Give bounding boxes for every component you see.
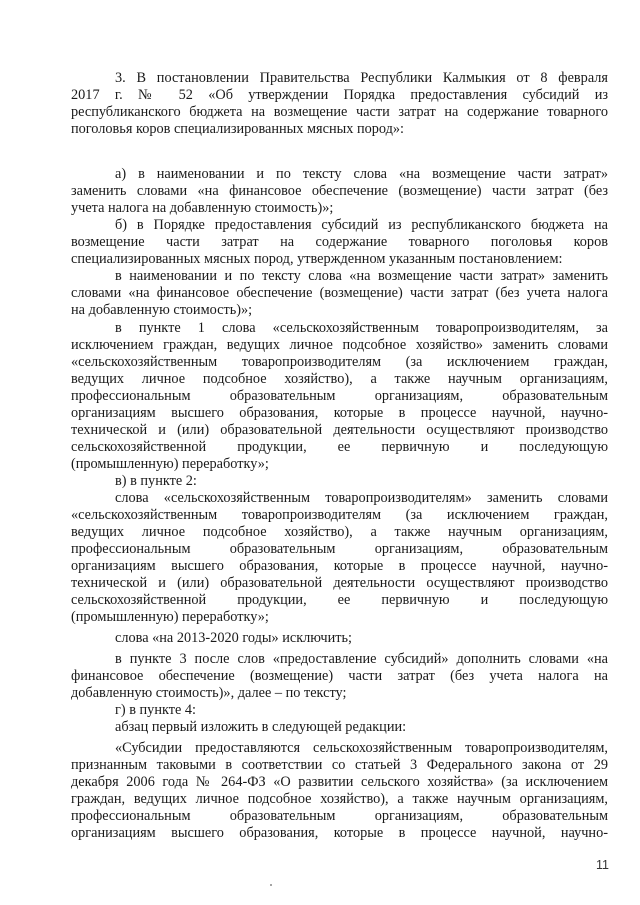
text-line: организациям высшего образования, которые в процессе научной, научно- bbox=[71, 558, 608, 574]
text-line: республиканского бюджета на возмещение части затрат на содержание товарного bbox=[71, 104, 608, 120]
text-line: поголовья коров специализированных мясных пород»: bbox=[71, 121, 405, 137]
scan-speck bbox=[270, 884, 272, 886]
text-line: финансовое обеспечение (возмещение) части затрат (без учета налога на bbox=[71, 668, 608, 684]
text-line: организациям высшего образования, которые в процессе научной, научно- bbox=[71, 825, 608, 841]
text-line: заменить словами «на финансовое обеспечение (возмещение) части затрат (без bbox=[71, 183, 608, 199]
text-line: а) в наименовании и по тексту слова «на возмещение части затрат» bbox=[115, 166, 608, 182]
text-line: слова «на 2013-2020 годы» исключить; bbox=[115, 630, 352, 646]
page-number: 11 bbox=[596, 858, 609, 872]
text-line: (промышленную) переработку»; bbox=[71, 456, 269, 472]
text-line: ведущих личное подсобное хозяйство), а также научным организациям, bbox=[71, 524, 608, 540]
text-line: г) в пункте 4: bbox=[115, 702, 197, 718]
text-line: слова «сельскохозяйственным товаропроизводителям» заменить словами bbox=[115, 490, 608, 506]
text-line: возмещение части затрат на содержание товарного поголовья коров bbox=[71, 234, 608, 250]
text-line: в пункте 1 слова «сельскохозяйственным товаропроизводителям, за bbox=[115, 320, 608, 336]
text-line: «Субсидии предоставляются сельскохозяйственным товаропроизводителям, bbox=[115, 740, 608, 756]
text-line: сельскохозяйственной продукции, ее первичную и последующую bbox=[71, 592, 608, 608]
text-line: «сельскохозяйственным товаропроизводителям (за исключением граждан, bbox=[71, 354, 608, 370]
text-line: ведущих личное подсобное хозяйство), а также научным организациям, bbox=[71, 371, 608, 387]
text-line: в) в пункте 2: bbox=[115, 473, 197, 489]
text-line: (промышленную) переработку»; bbox=[71, 609, 269, 625]
text-line: исключением граждан, ведущих личное подсобное хозяйство» заменить словами bbox=[71, 337, 608, 353]
text-line: сельскохозяйственной продукции, ее первичную и последующую bbox=[71, 439, 608, 455]
text-line: в пункте 3 после слов «предоставление субсидий» дополнить словами «на bbox=[115, 651, 608, 667]
text-line: организациям высшего образования, которые в процессе научной, научно- bbox=[71, 405, 608, 421]
text-line: 3. В постановлении Правительства Республики Калмыкия от 8 февраля bbox=[115, 70, 608, 86]
text-line: добавленную стоимость)», далее – по тексту; bbox=[71, 685, 347, 701]
text-line: признанным таковыми в соответствии со статьей 3 Федерального закона от 29 bbox=[71, 757, 608, 773]
text-line: профессиональным образовательным организациям, образовательным bbox=[71, 808, 608, 824]
text-line: граждан, ведущих личное подсобное хозяйство), а также научным организациям, bbox=[71, 791, 608, 807]
text-line: словами «на финансовое обеспечение (возмещение) части затрат (без учета налога bbox=[71, 285, 608, 301]
text-line: технической и (или) образовательной деятельности осуществляют производство bbox=[71, 422, 608, 438]
text-line: учета налога на добавленную стоимость)»; bbox=[71, 200, 334, 216]
text-line: технической и (или) образовательной деятельности осуществляют производство bbox=[71, 575, 608, 591]
text-line: декабря 2006 года № 264-ФЗ «О развитии сельского хозяйства» (за исключением bbox=[71, 774, 608, 790]
text-line: «сельскохозяйственным товаропроизводителям (за исключением граждан, bbox=[71, 507, 608, 523]
text-line: 2017 г. № 52 «Об утверждении Порядка предоставления субсидий из bbox=[71, 87, 608, 103]
text-line: в наименовании и по тексту слова «на возмещение части затрат» заменить bbox=[115, 268, 608, 284]
text-line: профессиональным образовательным организациям, образовательным bbox=[71, 388, 608, 404]
text-line: на добавленную стоимость)»; bbox=[71, 302, 253, 318]
text-line: абзац первый изложить в следующей редакции: bbox=[115, 719, 407, 735]
text-line: специализированных мясных пород, утвержденном указанным постановлением: bbox=[71, 251, 563, 267]
text-line: б) в Порядке предоставления субсидий из республиканского бюджета на bbox=[115, 217, 608, 233]
text-line: профессиональным образовательным организациям, образовательным bbox=[71, 541, 608, 557]
